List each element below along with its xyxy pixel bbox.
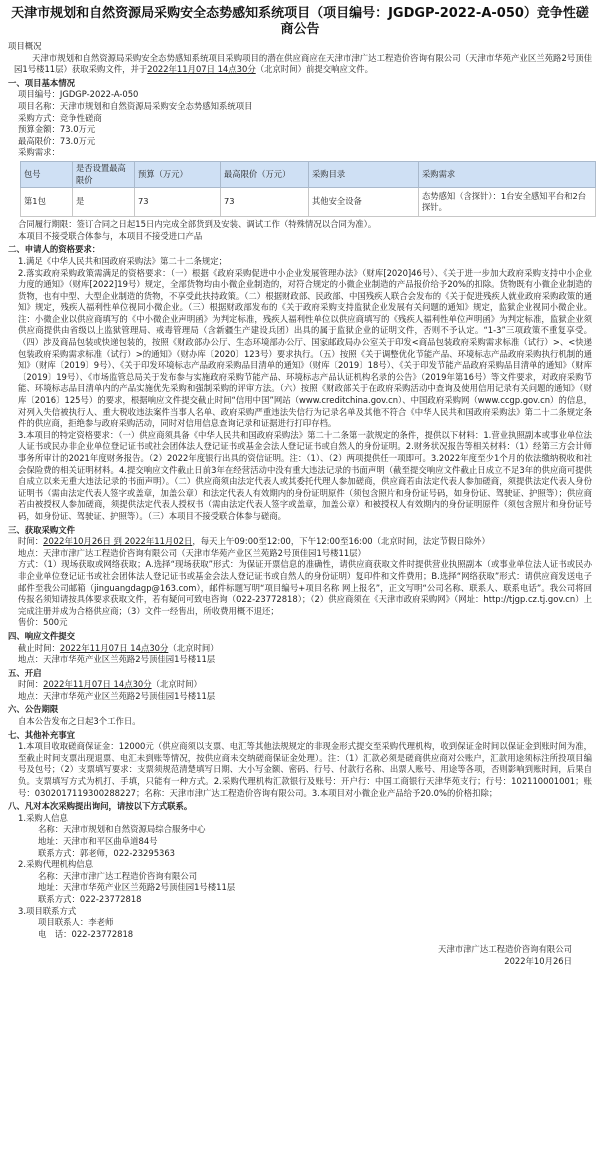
requirements-label: 采购需求： bbox=[18, 147, 60, 158]
section-5-body bbox=[8, 679, 592, 702]
table-row bbox=[21, 188, 596, 217]
page-title: 天津市规划和自然资源局采购安全态势感知系统项目（项目编号：JGDGP-2022-A-050）竞争性磋商公告 bbox=[11, 6, 589, 37]
section-4-heading: 四、响应文件提交 bbox=[8, 630, 75, 641]
signature-org: 天津市津广达工程造价咨询有限公司 bbox=[438, 944, 572, 955]
project-contact-person: 项目联系人：李老师 bbox=[38, 917, 114, 928]
opening-time-value: 2022年11月07日 14点30分 bbox=[43, 679, 152, 690]
obtain-place: 地点：天津市津广达工程造价咨询有限公司（天津市华苑产业区兰苑路2号顶佳园1号楼11层） bbox=[18, 547, 366, 558]
agency-phone: 联系方式：022-23772818 bbox=[38, 893, 142, 904]
notice-period: 自本公告发布之日起3个工作日。 bbox=[18, 716, 141, 727]
overview-heading: 项目概况 bbox=[8, 41, 42, 51]
section-3-heading: 三、获取采购文件 bbox=[8, 524, 75, 535]
table-header-cell: 最高限价（万元） bbox=[221, 161, 309, 187]
procurement-method: 采购方式：竞争性磋商 bbox=[18, 112, 102, 123]
qualification-1: 1.满足《中华人民共和国政府采购法》第二十二条规定； bbox=[18, 255, 227, 266]
overview-text-body: 天津市规划和自然资源局采购安全态势感知系统项目采购项目的潜在供应商应在天津市津广达工程造价咨询有限公司（天津市华苑产业区兰苑路2号顶佳园1号楼11层）获取采购文件，并于 bbox=[14, 52, 592, 75]
table-cell: 是 bbox=[73, 188, 135, 217]
table-header-cell: 是否设置最高限价 bbox=[73, 161, 135, 187]
opening-time-label: 时间： bbox=[18, 679, 44, 690]
purchaser-title: 1.采购人信息 bbox=[18, 812, 68, 823]
supplementary-text: 1.本项目收取磋商保证金：12000元（供应商须以支票、电汇等其他法规规定的非现金形式提交至采购代理机构，收到保证金时间以保证金到账时间为准，至截止时间支票出现退票、电汇未到账等情况，按供应商未交纳磋商保证金处理）。注：（1）汇款必须是磋商供应商对公账户，汇款用途须标注所投项目编号及包号；（2）支票填写要求：支票须规范清楚填写日期、大小写金额、密码、行号、付款行名称、出票人账号、用途等各项，否则影响到账时间，后果自负。支票填写方式为机打、手填，只能有一种方式。2.采购代理机构汇款银行及账号：开户行：中国工商银行天津华苑支行；行号：102110001001；账号：0302017119300288227；名称：天津市津广达工程造价咨询有限公司。3.本项目对小微企业产品给予20.0%的价格扣除； bbox=[18, 741, 592, 798]
section-1-heading: 一、项目基本情况 bbox=[8, 77, 75, 88]
obtain-time bbox=[18, 536, 592, 548]
section-3-body bbox=[8, 536, 592, 629]
consortium-note: 本项目不接受联合体参与，本项目不接受进口产品 bbox=[18, 230, 203, 241]
contract-period: 合同履行期限：签订合同之日起15日内完成全部货到及安装、调试工作（特殊情况以合同为准）。 bbox=[18, 219, 377, 230]
submit-deadline-tail: （北京时间） bbox=[168, 642, 219, 653]
table-header-cell: 采购需求 bbox=[419, 161, 596, 187]
section-1-body bbox=[8, 89, 592, 159]
purchaser-name: 名称：天津市规划和自然资源局综合服务中心 bbox=[38, 824, 206, 835]
obtain-time-tail: ，每天上午09:00至12:00，下午12:00至16:00（北京时间，法定节假日除外） bbox=[192, 536, 490, 547]
table-cell: 73 bbox=[221, 188, 309, 217]
project-name: 项目名称：天津市规划和自然资源局采购安全态势感知系统项目 bbox=[18, 100, 253, 111]
agency-name: 名称：天津市津广达工程造价咨询有限公司 bbox=[38, 870, 198, 881]
signature-date: 2022年10月26日 bbox=[504, 955, 572, 966]
table-header-cell: 采购目录 bbox=[309, 161, 419, 187]
project-contact-phone: 电 话：022-23772818 bbox=[38, 928, 134, 939]
agency-address: 地址：天津市华苑产业区兰苑路2号顶佳园1号楼11层 bbox=[38, 882, 236, 893]
qualification-2: 2.落实政府采购政策需满足的资格要求：（一）根据《政府采购促进中小企业发展管理办法》（财库[2020]46号）、《关于进一步加大政府采购支持中小企业力度的通知》（财库[2022]19号）规定，全部货物均由小微企业制造的，对符合规定的小微企业制造的产品报价给予20%的扣除。货物既有小微企业制造的货物，也有中型、大型企业制造的货物，不享受此扶持政策。（二）根据财政部、民政部、中国残疾人联合会发布的《关于促进残疾人就业政府采购政策的通知》规定，残疾人福利性单位视同小微企业。（三）根据财政部发布的《关于政府采购支持监狱企业发展有关问题的通知》规定，监狱企业视同小微企业。注：小微企业以供应商填写的《中小微企业声明函》为判定标准，残疾人福利性单位以供应商填写的《残疾人福利性单位声明函》为判定标准，监狱企业须供应商提供由省级以上监狱管理局、戒毒管理局（含新疆生产建设兵团）出具的属于监狱企业的证明文件，否则不予认定。“1-3”三项政策不重复享受。（四）涉及商品包装或快递包装的，按照《财政部办公厅、生态环境部办公厅、国家邮政局办公室关于印发<商品包装政府采购需求标准（试行）>、<快递包装政府采购需求标准（试行）>的通知》（财办库〔2020〕123号）要求执行。（五）按照《关于调整优化节能产品、环境标志产品政府采购执行机制的通知》（财库〔2019〕9号）、《关于印发环境标志产品政府采购品目清单的通知》（财库〔2019〕18号）、《关于印发节能产品政府采购品目清单的通知》（财库〔2019〕19号）、《市场监管总局关于发布参与实施政府采购节能产品、环境标志产品认证机构名录的公告》（2019年第16号）等文件要求，对政府采购节能、环境标志品目清单内的产品实施优先采购和强制采购的评审方法。（六）按照《财政部关于在政府采购活动中查询及使用信用记录有关问题的通知》（财库〔2016〕125号）的要求，根据响应文件提交截止时间“信用中国”网站（www.creditchina.gov.cn）、中国政府采购网（www.ccgp.gov.cn）的信息，对列入失信被执行人、重大税收违法案件当事人名单、政府采购严重违法失信行为记录名单及其他不符合《中华人民共和国政府采购法》第二十二条规定条件的供应商，拒绝参与政府采购活动，同时对信用信息查询记录和证据进行打印存档。 bbox=[18, 267, 592, 429]
submit-deadline-label: 截止时间： bbox=[18, 642, 60, 653]
package-table bbox=[20, 161, 596, 217]
section-1-after bbox=[8, 219, 592, 242]
opening-place: 地点：天津市华苑产业区兰苑路2号顶佳园1号楼11层 bbox=[18, 690, 216, 701]
overview-text bbox=[14, 53, 592, 76]
agency-title: 2.采购代理机构信息 bbox=[18, 859, 93, 870]
section-4-body bbox=[8, 643, 592, 666]
contacts bbox=[8, 813, 592, 941]
project-contact-title: 3.项目联系方式 bbox=[18, 905, 77, 916]
signature-block bbox=[8, 944, 592, 967]
overview-deadline: 2022年11月07日 14点30分 bbox=[147, 64, 256, 75]
purchaser-address: 地址：天津市和平区曲阜道84号 bbox=[38, 836, 158, 846]
table-cell: 其他安全设备 bbox=[309, 188, 419, 217]
project-number: 项目编号：JGDGP-2022-A-050 bbox=[18, 89, 139, 100]
section-2-heading: 二、申请人的资格要求： bbox=[8, 244, 101, 255]
purchaser-phone: 联系方式：郭老师，022-23295363 bbox=[38, 847, 176, 858]
table-cell: 第1包 bbox=[21, 188, 73, 217]
submit-deadline bbox=[18, 643, 592, 655]
submit-deadline-value: 2022年11月07日 14点30分 bbox=[59, 642, 169, 653]
section-5-heading: 五、开启 bbox=[8, 667, 42, 678]
obtain-time-label: 时间： bbox=[18, 536, 44, 547]
section-8-heading: 八、凡对本次采购提出询问，请按以下方式联系。 bbox=[8, 801, 193, 812]
table-header-cell: 预算（万元） bbox=[135, 161, 221, 187]
qualification-3: 3.本项目的特定资格要求：（一）供应商须具备《中华人民共和国政府采购法》第二十二条第一款规定的条件，提供以下材料：1.营业执照副本或事业单位法人证书或民办非企业单位登记证书或社会团体法人登记证书或基金会法人登记证书或自然人的身份证明。2.财务状况报告等相关材料：（1）经第三方会计师事务所审计的2021年度财务报告。（2）2022年度银行出具的资信证明。注：（1）、（2）两项提供任一项即可。3.2022年度至少1个月的依法缴纳税收和社会保险费的相关证明材料。4.提交响应文件截止日前3年在经营活动中没有重大违法记录的书面声明（截至提交响应文件截止日成立不足3年的供应商可提供自成立以来无重大违法记录的书面声明）。（二）供应商须由法定代表人或其委托代理人参加磋商，供应商若由法定代表人参加磋商，须提供法定代表人身份证明书（需由法定代表人签字或盖章，加盖公章）和法定代表人有效期内的身份证明原件（须包含照片和身份证号码，如身份证、驾驶证、护照等）；供应商若由被授权人参加磋商，须提供法定代表人授权书（需由法定代表人签字或盖章，加盖公章）和被授权人有效期内的身份证明原件（须包含照片和身份证号码，如身份证、驾驶证、护照等）。（三）本项目不接受联合体参与磋商。 bbox=[18, 429, 592, 521]
obtain-price: 售价：500元 bbox=[18, 617, 68, 628]
max-price: 最高限价：73.0万元 bbox=[18, 135, 96, 146]
budget-amount: 预算金额：73.0万元 bbox=[18, 124, 96, 135]
opening-time bbox=[18, 679, 592, 691]
section-6-heading: 六、公告期限 bbox=[8, 704, 59, 715]
table-cell: 73 bbox=[135, 188, 221, 217]
table-cell: 态势感知（含探针）：1台安全感知平台和2台探针。 bbox=[419, 188, 596, 217]
table-header-row bbox=[21, 161, 596, 187]
obtain-time-value: 2022年10月26日 到 2022年11月02日 bbox=[43, 536, 193, 547]
submit-place: 地点：天津市华苑产业区兰苑路2号顶佳园1号楼11层 bbox=[18, 654, 216, 665]
opening-time-tail: （北京时间） bbox=[151, 679, 202, 690]
section-7-heading: 七、其他补充事宜 bbox=[8, 729, 75, 740]
overview-text-tail: （北京时间）前提交响应文件。 bbox=[255, 64, 373, 75]
obtain-method: 方式：（1）现场获取或网络获取；A.选择“现场获取”形式：为保证开票信息的准确性，请供应商获取文件时提供营业执照副本（或事业单位法人证书或民办非企业单位登记证书或社会团体法人登记证书或基金会法人登记证书或自然人的身份证明）复印件和文件费用；B.选择“网络获取”形式：请供应商发送电子邮件至我公司邮箱（jinguangdagp@163.com），邮件标题写明“项目编号+项目名称 网上报名”，正文写明“公司名称、联系人、联系电话”。我公司将回传报名须知请按具体要求获取文件，若有疑问可致电咨询（022-23772818）；（2）供应商须在《天津市政府采购网》（网址：http://tjgp.cz.tj.gov.cn）上完成注册并成为合格供应商；（3）文件一经售出，所收费用概不退还； bbox=[18, 559, 592, 616]
table-header-cell: 包号 bbox=[21, 161, 73, 187]
